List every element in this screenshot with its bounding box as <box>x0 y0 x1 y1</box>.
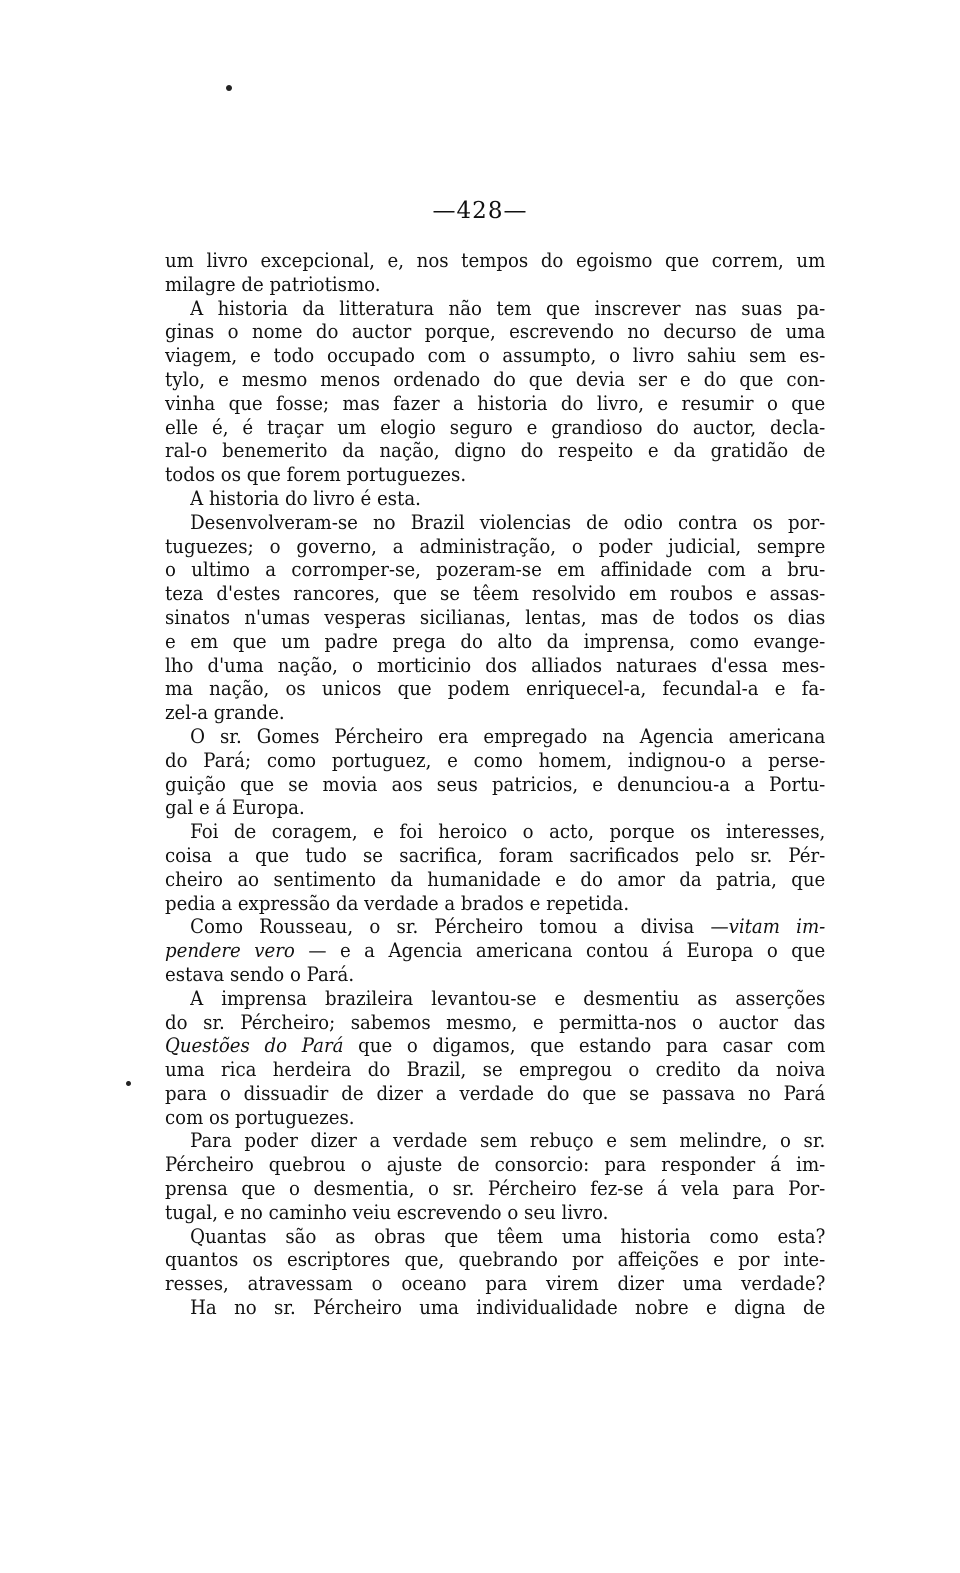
text-line <box>165 535 825 559</box>
line-text: Ha no sr. Pércheiro uma individualidade nobre e digna de <box>190 1296 826 1320</box>
text-line <box>165 1225 825 1249</box>
text-line <box>165 749 825 773</box>
text-line <box>165 249 825 273</box>
line-text: pedia a expressão da verdade a brados e repetida. <box>165 891 630 915</box>
line-text: cheiro ao sentimento da humanidade e do amor da patria, que <box>165 867 826 891</box>
line-text: Quantas são as obras que têem uma historia como esta? <box>190 1224 826 1248</box>
text-line <box>165 368 825 392</box>
text-line <box>165 773 825 797</box>
line-text: do Pará; como portuguez, e como homem, indignou-o a perse- <box>165 748 826 772</box>
line-text: prensa que o desmentia, o sr. Pércheiro fez-se á vela para Por- <box>165 1177 826 1201</box>
line-text: tugal, e no caminho veiu escrevendo o seu livro. <box>165 1200 609 1224</box>
text-line <box>165 1177 825 1201</box>
text-line <box>165 844 825 868</box>
line-text: uma rica herdeira do Brazil, se empregou o credito da noiva <box>165 1058 826 1082</box>
line-text: A historia da litteratura não tem que inscrever nas suas pa- <box>190 296 826 320</box>
text-line <box>165 892 825 916</box>
text-line <box>165 701 825 725</box>
text-line <box>165 796 825 820</box>
line-text: milagre de patriotismo. <box>165 272 381 296</box>
text-line <box>165 820 825 844</box>
italic-text: vitam im- <box>728 915 826 939</box>
line-text: elle é, é traçar um elogio seguro e grandioso do auctor, decla- <box>165 415 826 439</box>
text-line <box>165 987 825 1011</box>
line-text: do sr. Pércheiro; sabemos mesmo, e permitta-nos o auctor das <box>165 1010 826 1034</box>
line-text: sinatos n'umas vesperas sicilianas, lentas, mas de todos os dias <box>165 605 826 629</box>
text-line <box>165 1129 825 1153</box>
text-line <box>165 1153 825 1177</box>
line-text: — e a Agencia americana contou á Europa o que <box>308 939 826 963</box>
text-line <box>165 1201 825 1225</box>
text-line <box>165 630 825 654</box>
line-text: Para poder dizer a verdade sem rebuço e sem melindre, o sr. <box>190 1129 826 1153</box>
text-line <box>165 1011 825 1035</box>
text-line <box>165 558 825 582</box>
text-line <box>165 915 825 939</box>
italic-text: pendere vero <box>165 939 295 963</box>
line-text: que o digamos, que estando para casar com <box>358 1034 826 1058</box>
text-line <box>165 582 825 606</box>
line-text: O sr. Gomes Pércheiro era empregado na Agencia americana <box>190 724 826 748</box>
line-text: A historia do livro é esta. <box>190 486 421 510</box>
text-line <box>165 725 825 749</box>
line-text: vinha que fosse; mas fazer a historia do livro, e resumir o que <box>165 391 826 415</box>
line-text: Como Rousseau, o sr. Pércheiro tomou a divisa — <box>190 915 729 939</box>
text-line <box>165 463 825 487</box>
text-line <box>165 963 825 987</box>
line-text: guição que se movia aos seus patricios, e denunciou-a a Portu- <box>165 772 826 796</box>
line-text: um livro excepcional, e, nos tempos do egoismo que correm, um <box>165 249 826 272</box>
text-line <box>165 1082 825 1106</box>
line-text: resses, atravessam o oceano para virem dizer uma verdade? <box>165 1272 826 1296</box>
line-text: zel-a grande. <box>165 701 285 725</box>
line-text: A imprensa brazileira levantou-se e desmentiu as asserções <box>190 986 826 1010</box>
line-text: com os portuguezes. <box>165 1105 355 1129</box>
text-line <box>165 297 825 321</box>
line-text: tuguezes; o governo, a administração, o poder judicial, sempre <box>165 534 826 558</box>
text-line <box>165 344 825 368</box>
text-line <box>165 487 825 511</box>
text-line <box>165 416 825 440</box>
text-line <box>165 1058 825 1082</box>
speck-mark <box>226 85 232 91</box>
line-text: viagem, e todo occupado com o assumpto, o livro sahiu sem es- <box>165 344 826 368</box>
line-text: todos os que forem portuguezes. <box>165 463 467 487</box>
line-text: coisa a que tudo se sacrifica, foram sacrificados pelo sr. Pér- <box>165 843 826 867</box>
speck-mark <box>126 1081 131 1086</box>
text-line <box>165 1248 825 1272</box>
page-number: —428— <box>432 198 528 224</box>
line-text: Pércheiro quebrou o ajuste de consorcio: para responder á im- <box>165 1153 826 1177</box>
text-line <box>165 511 825 535</box>
text-line <box>165 273 825 297</box>
line-text: ma nação, os unicos que podem enriquecel-a, fecundal-a e fa- <box>165 677 826 701</box>
text-line <box>165 868 825 892</box>
line-text: o ultimo a corromper-se, pozeram-se em affinidade com a bru- <box>165 558 826 582</box>
line-text: ginas o nome do auctor porque, escrevendo no decurso de uma <box>165 320 826 344</box>
text-line <box>165 439 825 463</box>
line-text: e em que um padre prega do alto da imprensa, como evange- <box>165 629 826 653</box>
line-text: gal e á Europa. <box>165 796 305 820</box>
italic-text: Questões do Pará <box>165 1034 344 1058</box>
text-line <box>165 1296 825 1320</box>
text-line <box>165 677 825 701</box>
line-text: ral-o benemerito da nação, digno do respeito e da gratidão de <box>165 439 826 463</box>
text-line <box>165 606 825 630</box>
line-text: Desenvolveram-se no Brazil violencias de odio contra os por- <box>190 510 826 534</box>
line-text: lho d'uma nação, o morticinio dos alliados naturaes d'essa mes- <box>165 653 826 677</box>
text-line <box>165 1272 825 1296</box>
text-line <box>165 654 825 678</box>
text-line <box>165 1106 825 1130</box>
text-line <box>165 392 825 416</box>
line-text: Foi de coragem, e foi heroico o acto, porque os interesses, <box>190 820 826 844</box>
line-text: estava sendo o Pará. <box>165 962 355 986</box>
text-line <box>165 1034 825 1058</box>
line-text: teza d'estes rancores, que se têem resolvido em roubos e assas- <box>165 582 826 606</box>
line-text: tylo, e mesmo menos ordenado do que devia ser e do que con- <box>165 367 826 391</box>
line-text: para o dissuadir de dizer a verdade do que se passava no Pará <box>165 1081 826 1105</box>
text-line <box>165 939 825 963</box>
line-text: quantos os escriptores que, quebrando por affeições e por inte- <box>165 1248 826 1272</box>
text-line <box>165 320 825 344</box>
body-text <box>165 249 825 1320</box>
